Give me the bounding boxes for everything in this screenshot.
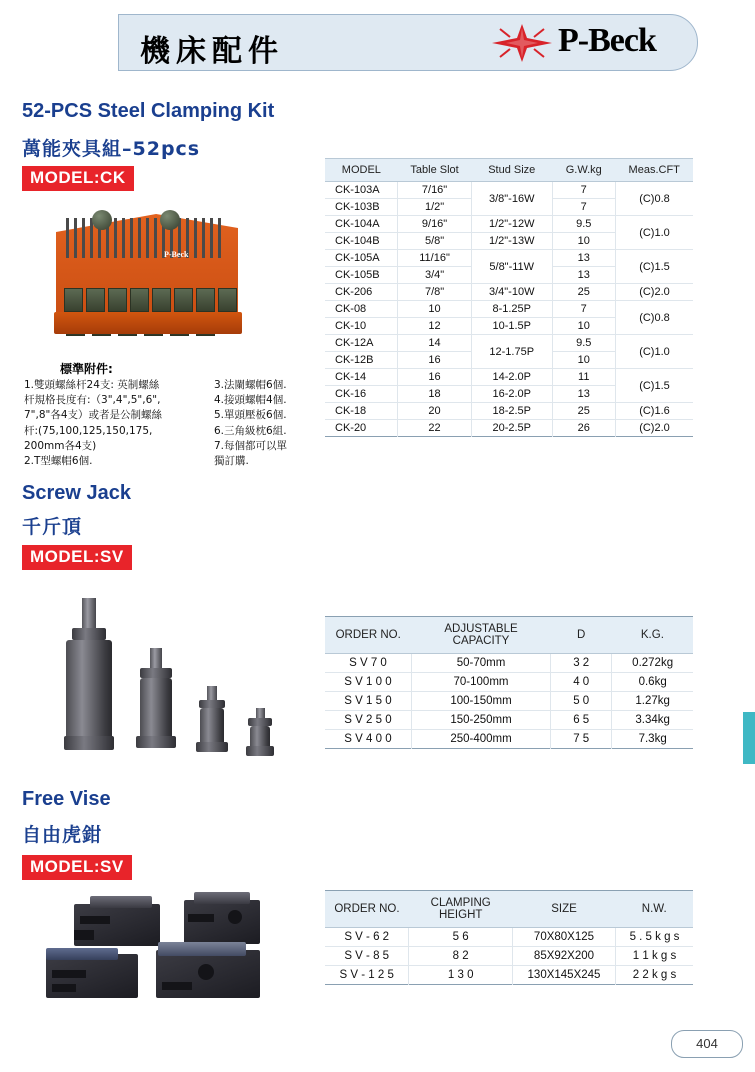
cell-d: 7 5 <box>551 730 612 749</box>
col-adjustable-capacity: ADJUSTABLE CAPACITY <box>411 617 550 654</box>
cell-nw: 2 2 k g s <box>616 966 694 985</box>
notes-line: 5.單頭壓板6個. <box>214 409 287 422</box>
product-image-free-vise <box>38 892 308 1012</box>
notes-line: 7",8"各4支）或者是公制螺絲 <box>24 409 163 422</box>
cell-gw: 7 <box>552 182 615 199</box>
model-badge-sv-vise: MODEL:SV <box>22 855 132 880</box>
cell-stud: 3/8"-16W <box>471 182 552 216</box>
cell-order-no: S V 1 5 0 <box>325 692 411 711</box>
cell-kg: 0.272kg <box>612 654 693 673</box>
table-row <box>325 369 693 386</box>
cell-gw: 9.5 <box>552 335 615 352</box>
cell-order-no: S V - 6 2 <box>325 928 409 947</box>
spec-table-body-sv-vise <box>325 928 693 985</box>
cell-clamping-height: 5 6 <box>409 928 513 947</box>
model-badge-sv-jack: MODEL:SV <box>22 545 132 570</box>
cell-gw: 7 <box>552 199 615 216</box>
notes-line: 杆:(75,100,125,150,175, <box>24 424 153 437</box>
cell-slot: 11/16" <box>398 250 472 267</box>
cell-stud: 8-1.25P <box>471 301 552 318</box>
cell-meas: (C)1.5 <box>615 250 693 284</box>
cell-nw: 1 1 k g s <box>616 947 694 966</box>
cell-model: CK-103B <box>325 199 398 216</box>
table-row <box>325 420 693 437</box>
cell-meas: (C)1.6 <box>615 403 693 420</box>
cell-gw: 25 <box>552 403 615 420</box>
cell-meas: (C)2.0 <box>615 284 693 301</box>
notes-line: 杆規格長度有:（3",4",5",6", <box>24 394 161 407</box>
cell-stud: 12-1.75P <box>471 335 552 369</box>
cell-stud: 1/2"-12W <box>471 216 552 233</box>
table-row <box>325 947 693 966</box>
page-number: 404 <box>671 1030 743 1058</box>
cell-d: 3 2 <box>551 654 612 673</box>
cell-slot: 12 <box>398 318 472 335</box>
cell-nw: 5 . 5 k g s <box>616 928 694 947</box>
cell-stud: 3/4"-10W <box>471 284 552 301</box>
page-header <box>0 0 755 80</box>
cell-slot: 16 <box>398 352 472 369</box>
cell-d: 4 0 <box>551 673 612 692</box>
section-title-free-vise-en: Free Vise <box>22 788 111 810</box>
cell-slot: 7/8" <box>398 284 472 301</box>
page-title: 機床配件 <box>140 34 284 69</box>
cell-gw: 13 <box>552 267 615 284</box>
col-nw: N.W. <box>616 891 694 928</box>
section-title-free-vise-cn: 自由虎鉗 <box>22 824 103 846</box>
cell-capacity: 50-70mm <box>411 654 550 673</box>
notes-line: 獨訂購. <box>214 455 249 468</box>
cell-capacity: 70-100mm <box>411 673 550 692</box>
cell-slot: 3/4" <box>398 267 472 284</box>
cell-model: CK-103A <box>325 182 398 199</box>
cell-gw: 9.5 <box>552 216 615 233</box>
col-d: D <box>551 617 612 654</box>
product-image-screw-jack <box>60 590 300 790</box>
model-badge-ck: MODEL:CK <box>22 166 134 191</box>
spec-table-body-ck <box>325 182 693 437</box>
cell-gw: 13 <box>552 250 615 267</box>
section-title-screw-jack-cn: 千斤頂 <box>22 516 83 538</box>
col-order-no: ORDER NO. <box>325 891 409 928</box>
col-table-slot: Table Slot <box>398 159 472 182</box>
cell-gw: 7 <box>552 301 615 318</box>
cell-capacity: 100-150mm <box>411 692 550 711</box>
cell-meas: (C)2.0 <box>615 420 693 437</box>
cell-gw: 26 <box>552 420 615 437</box>
cell-order-no: S V - 1 2 5 <box>339 969 394 981</box>
table-row <box>325 711 693 730</box>
col-size: SIZE <box>512 891 615 928</box>
notes-line: 3.法闌螺帽6個. <box>214 379 287 391</box>
cell-stud: 5/8"-11W <box>471 250 552 284</box>
cell-order-no: S V 4 0 0 <box>344 733 392 745</box>
cell-stud: 14-2.0P <box>471 369 552 386</box>
cell-meas: (C)1.5 <box>615 369 693 403</box>
cell-model: CK-105B <box>325 267 398 284</box>
cell-slot: 22 <box>398 420 472 437</box>
col-stud-size: Stud Size <box>471 159 552 182</box>
table-row <box>325 928 693 947</box>
cell-meas: (C)1.0 <box>615 216 693 250</box>
cell-clamping-height: 8 2 <box>409 947 513 966</box>
cell-meas: (C)1.0 <box>615 335 693 369</box>
cell-model: CK-16 <box>325 386 398 403</box>
table-row <box>325 730 693 749</box>
cell-model: CK-206 <box>325 284 398 301</box>
col-kg: K.G. <box>612 617 693 654</box>
cell-slot: 16 <box>398 369 472 386</box>
notes-line: 200mm各4支) <box>24 439 97 452</box>
notes-line: 6.三角級枕6組. <box>214 424 287 437</box>
cell-slot: 18 <box>398 386 472 403</box>
table-row <box>325 250 693 267</box>
cell-size: 70X80X125 <box>512 928 615 947</box>
notes-line: 4.接頭螺帽4個. <box>214 394 287 407</box>
cell-slot: 14 <box>398 335 472 352</box>
cell-stud: 10-1.5P <box>471 318 552 335</box>
cell-model: CK-104A <box>325 216 398 233</box>
cell-model: CK-20 <box>335 422 367 434</box>
cell-slot: 10 <box>398 301 472 318</box>
cell-kg: 1.27kg <box>612 692 693 711</box>
cell-d: 5 0 <box>551 692 612 711</box>
table-row <box>325 692 693 711</box>
cell-gw: 13 <box>552 386 615 403</box>
cell-capacity: 150-250mm <box>411 711 550 730</box>
cell-model: CK-08 <box>325 301 398 318</box>
cell-kg: 0.6kg <box>612 673 693 692</box>
notes-line: 7.每個都可以單 <box>214 439 288 452</box>
cell-clamping-height: 1 3 0 <box>409 966 513 985</box>
cell-order-no: S V 1 0 0 <box>325 673 411 692</box>
notes-line: 1.雙頭螺絲杆24支: 英制螺絲 <box>24 379 160 391</box>
cell-gw: 10 <box>552 352 615 369</box>
cell-slot: 7/16" <box>398 182 472 199</box>
brand-logo-text: P-Beck <box>558 22 656 59</box>
cell-gw: 11 <box>552 369 615 386</box>
col-model: MODEL <box>325 159 398 182</box>
cell-slot: 1/2" <box>398 199 472 216</box>
cell-model: CK-12B <box>325 352 398 369</box>
cell-kg: 7.3kg <box>612 730 693 749</box>
cell-size: 85X92X200 <box>512 947 615 966</box>
notes-left-ck <box>24 378 204 469</box>
cell-capacity: 250-400mm <box>411 730 550 749</box>
star-burst-icon <box>492 24 552 62</box>
cell-slot: 20 <box>398 403 472 420</box>
table-row <box>325 403 693 420</box>
notes-title-ck: 標準附件: <box>60 362 113 376</box>
cell-d: 6 5 <box>551 711 612 730</box>
table-row <box>325 673 693 692</box>
cell-order-no: S V 2 5 0 <box>325 711 411 730</box>
cell-model: CK-104B <box>325 233 398 250</box>
table-row <box>325 284 693 301</box>
cell-stud: 16-2.0P <box>471 386 552 403</box>
cell-stud: 18-2.5P <box>471 403 552 420</box>
side-tab-marker <box>743 712 755 764</box>
cell-slot: 9/16" <box>398 216 472 233</box>
spec-table-body-sv-jack <box>325 654 693 749</box>
cell-model: CK-105A <box>325 250 398 267</box>
table-row <box>325 654 693 673</box>
cell-order-no: S V 7 0 <box>325 654 411 673</box>
notes-right-ck <box>214 378 324 469</box>
cell-model: CK-14 <box>325 369 398 386</box>
table-row <box>325 182 693 199</box>
spec-table-screw-jack <box>325 616 693 749</box>
cell-kg: 3.34kg <box>612 711 693 730</box>
cell-stud: 1/2"-13W <box>471 233 552 250</box>
col-clamping-height: CLAMPING HEIGHT <box>409 891 513 928</box>
cell-stud: 20-2.5P <box>471 420 552 437</box>
cell-gw: 10 <box>552 233 615 250</box>
cell-gw: 10 <box>552 318 615 335</box>
cell-model: CK-18 <box>325 403 398 420</box>
notes-line: 2.T型螺帽6個. <box>24 455 93 468</box>
table-row <box>325 966 693 985</box>
col-meas: Meas.CFT <box>615 159 693 182</box>
col-order-no: ORDER NO. <box>325 617 411 654</box>
cell-slot: 5/8" <box>398 233 472 250</box>
cell-order-no: S V - 8 5 <box>325 947 409 966</box>
cell-model: CK-10 <box>325 318 398 335</box>
cell-gw: 25 <box>552 284 615 301</box>
table-header-row <box>325 617 693 654</box>
cell-model: CK-12A <box>325 335 398 352</box>
table-header-row <box>325 159 693 182</box>
section-title-clamping-kit-cn: 萬能夾具組–52pcs <box>22 138 201 160</box>
cell-meas: (C)0.8 <box>615 182 693 216</box>
spec-table-free-vise <box>325 890 693 985</box>
table-row <box>325 335 693 352</box>
section-title-screw-jack-en: Screw Jack <box>22 482 131 504</box>
section-title-clamping-kit-en: 52-PCS Steel Clamping Kit <box>22 100 275 122</box>
cell-meas: (C)0.8 <box>615 301 693 335</box>
table-row <box>325 216 693 233</box>
table-row <box>325 301 693 318</box>
product-image-clamping-kit: P-Beck <box>56 192 246 342</box>
col-gw: G.W.kg <box>552 159 615 182</box>
cell-size: 130X145X245 <box>512 966 615 985</box>
table-header-row <box>325 891 693 928</box>
spec-table-clamping-kit <box>325 158 693 437</box>
